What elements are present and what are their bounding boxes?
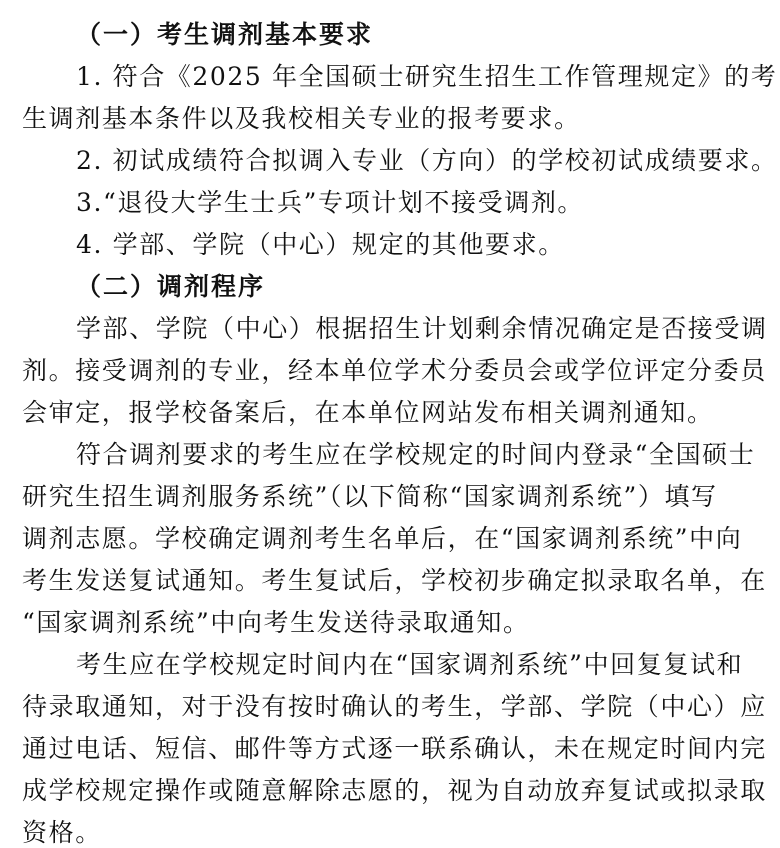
requirement-3: 3.“退役大学生士兵”专项计划不接受调剂。 <box>76 188 585 217</box>
paragraph-2-line-5: “国家调剂系统”中向考生发送待录取通知。 <box>22 608 530 637</box>
section-heading-2: （二）调剂程序 <box>76 272 266 301</box>
requirement-1-line-2: 生调剂基本条件以及我校相关专业的报考要求。 <box>22 104 581 133</box>
requirement-2: 2. 初试成绩符合拟调入专业（方向）的学校初试成绩要求。 <box>76 146 778 175</box>
paragraph-1-line-1: 学部、学院（中心）根据招生计划剩余情况确定是否接受调 <box>76 314 768 343</box>
paragraph-1-line-2: 剂。接受调剂的专业，经本单位学术分委员会或学位评定分委员 <box>22 356 767 385</box>
paragraph-3-line-1: 考生应在学校规定时间内在“国家调剂系统”中回复复试和 <box>76 650 744 679</box>
paragraph-3-line-5: 资格。 <box>22 818 102 847</box>
paragraph-2-line-1: 符合调剂要求的考生应在学校规定的时间内登录“全国硕士 <box>76 440 756 469</box>
paragraph-2-line-2: 研究生招生调剂服务系统”（以下简称“国家调剂系统”）填写 <box>22 482 718 511</box>
paragraph-3-line-2: 待录取通知，对于没有按时确认的考生，学部、学院（中心）应 <box>22 692 767 721</box>
paragraph-2-line-4: 考生发送复试通知。考生复试后，学校初步确定拟录取名单，在 <box>22 566 767 595</box>
paragraph-3-line-4: 成学校规定操作或随意解除志愿的，视为自动放弃复试或拟录取 <box>22 776 767 805</box>
paragraph-1-line-3: 会审定，报学校备案后，在本单位网站发布相关调剂通知。 <box>22 398 714 427</box>
paragraph-2-line-3: 调剂志愿。学校确定调剂考生名单后，在“国家调剂系统”中向 <box>22 524 743 553</box>
section-heading-1: （一）考生调剂基本要求 <box>76 20 374 49</box>
requirement-1-line-1: 1. 符合《2025 年全国硕士研究生招生工作管理规定》的考 <box>76 62 778 91</box>
paragraph-3-line-3: 通过电话、短信、邮件等方式逐一联系确认，未在规定时间内完 <box>22 734 767 763</box>
requirement-4: 4. 学部、学院（中心）规定的其他要求。 <box>76 230 565 259</box>
